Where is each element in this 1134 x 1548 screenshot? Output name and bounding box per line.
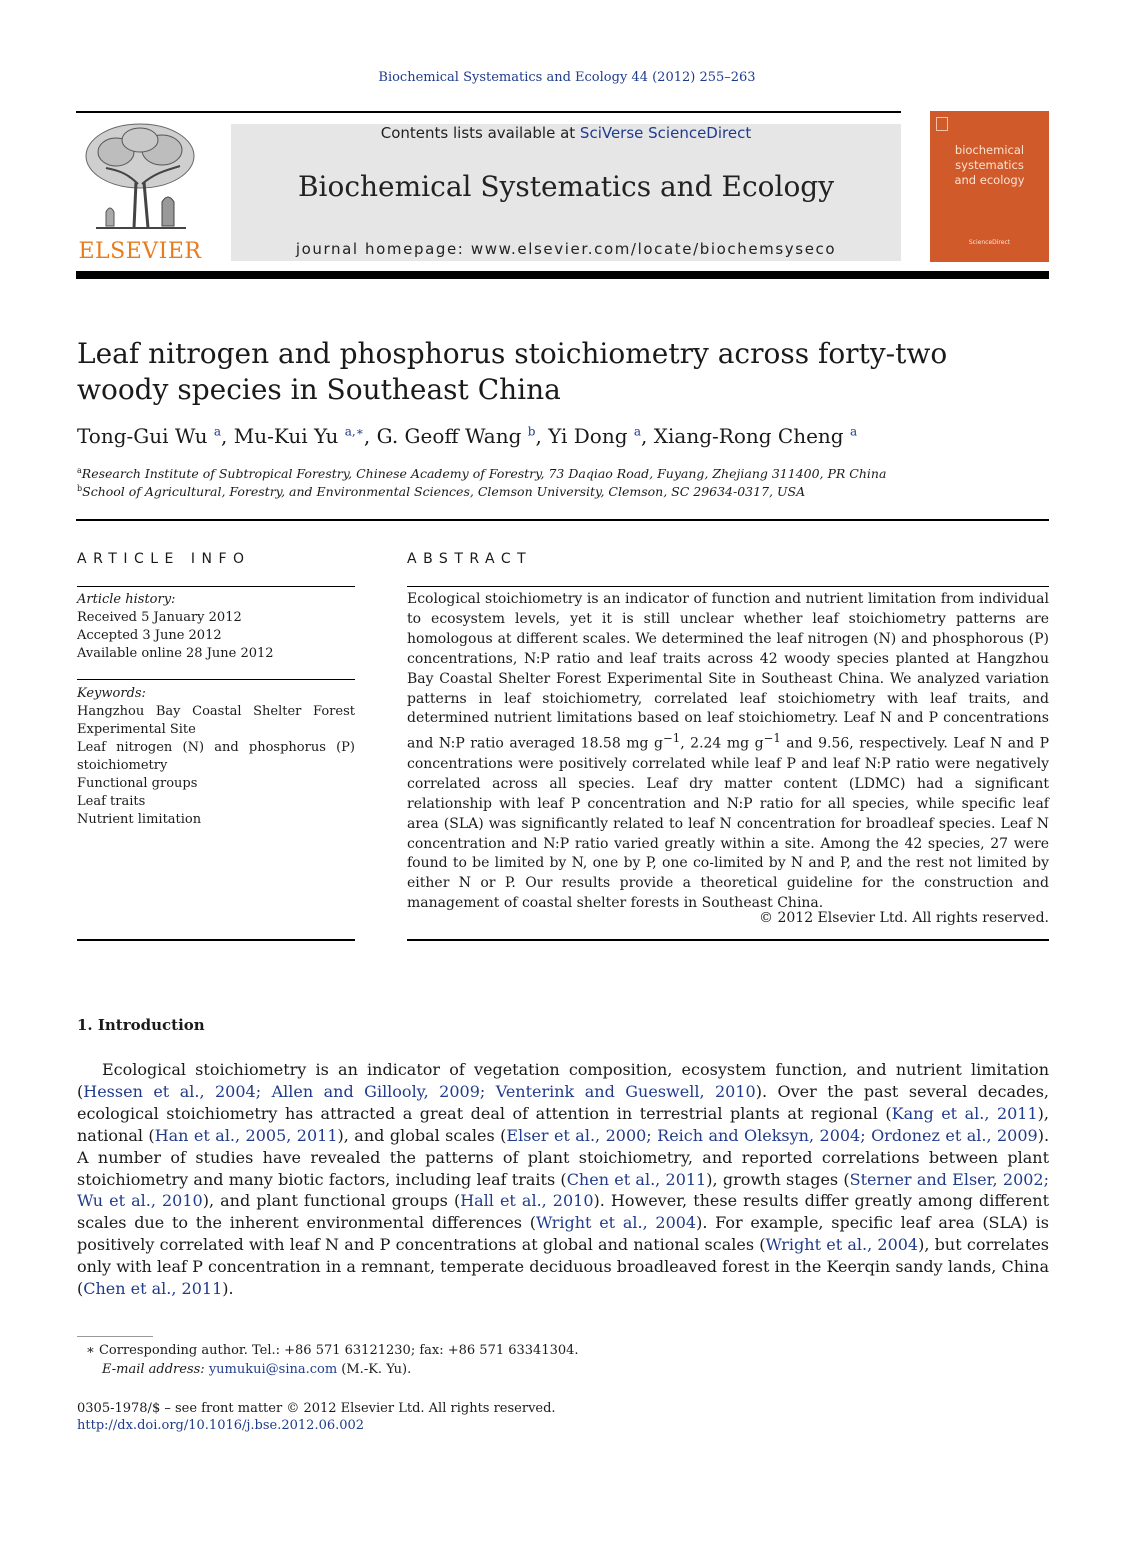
author-affiliation-mark[interactable]: a xyxy=(633,424,642,439)
affiliation-text: School of Agricultural, Forestry, and Environmental Sciences, Clemson University, Clemson, SC 29634-0317, USA xyxy=(82,484,806,500)
citation-link[interactable]: Hall et al., 2010 xyxy=(460,1191,594,1211)
article-info-heading: ARTICLE INFO xyxy=(77,551,251,567)
email-suffix: (M.-K. Yu). xyxy=(337,1362,412,1377)
keywords-rule xyxy=(77,679,355,680)
front-matter: 0305-1978/$ – see front matter © 2012 Elsevier Ltd. All rights reserved. xyxy=(77,1401,556,1416)
abstract-text xyxy=(407,590,1049,914)
email-note xyxy=(102,1362,411,1377)
corresponding-text: Corresponding author. Tel.: +86 571 63121230; fax: +86 571 63341304. xyxy=(98,1343,579,1358)
article-history xyxy=(77,591,355,663)
history-label: Article history: xyxy=(77,592,176,607)
email-label: E-mail address: xyxy=(102,1362,205,1377)
keyword-item: Leaf nitrogen (N) and phosphorus (P) stoichiometry xyxy=(77,740,355,773)
journal-homepage[interactable]: journal homepage: www.elsevier.com/locate/biochemsyseco xyxy=(295,240,837,258)
article-info-bottom-rule xyxy=(77,939,355,941)
history-accepted: Accepted 3 June 2012 xyxy=(77,628,222,643)
keyword-item: Hangzhou Bay Coastal Shelter Forest Experimental Site xyxy=(77,704,355,737)
journal-cover[interactable] xyxy=(930,111,1049,262)
citation-link[interactable]: Chen et al., 2011 xyxy=(83,1279,223,1299)
introduction-text: ), and global scales ( xyxy=(337,1125,507,1145)
affiliation-mark: b xyxy=(77,484,83,493)
author-list xyxy=(77,424,857,448)
cover-line: systematics xyxy=(955,158,1024,172)
journal-banner xyxy=(231,124,901,261)
affiliation-text: Research Institute of Subtropical Forestry, Chinese Academy of Forestry, 73 Daqiao Road, Fuyang, Zhejiang 311400, PR China xyxy=(81,466,887,482)
author-affiliation-mark[interactable]: a xyxy=(213,424,222,439)
introduction-text: ). xyxy=(222,1279,234,1299)
introduction-text: ), and plant functional groups ( xyxy=(202,1191,461,1211)
tree-logo-icon xyxy=(76,122,204,234)
author-name: Xiang-Rong Cheng xyxy=(653,424,844,448)
footnote-rule xyxy=(77,1336,153,1337)
cover-footer: ScienceDirect xyxy=(968,239,1011,246)
abstract-heading: ABSTRACT xyxy=(407,551,533,567)
introduction-text: ). A number of studies have revealed the patterns of plant stoichiometry, and reported correlations between plant stoichiometry and many biotic factors, including leaf traits ( xyxy=(77,1125,1050,1189)
abstract-part: Ecological stoichiometry is an indicator of function and nutrient limitation from individual to ecosystem levels, yet it is still unclear whether leaf stoichiometry patterns are homologous at different scales. We determined the leaf nitrogen (N) and phosphorous (P) concentrations, N:P ratio and leaf traits across 42 woody species planted at Hangzhou Bay Coastal Shelter Forest Experimental Site in Southeast China. We analyzed variation patterns in leaf stoichiometry, correlated leaf stoichiometry with leaf traits, and determined nutrient limitations based on leaf stoichiometry. Leaf N and P concentrations and N:P ratio averaged 18.58 mg g xyxy=(407,591,1049,752)
author-separator: , xyxy=(535,424,549,448)
abstract-exponent: −1 xyxy=(763,731,781,746)
author-name: G. Geoff Wang xyxy=(376,424,522,448)
sciencedirect-link[interactable]: SciVerse ScienceDirect xyxy=(579,124,752,142)
keywords-block xyxy=(77,685,355,829)
article-info-rule xyxy=(77,586,355,587)
author-name: Mu-Kui Yu xyxy=(233,424,339,448)
elsevier-wordmark: ELSEVIER xyxy=(78,239,202,264)
abstract-rule xyxy=(407,586,1049,587)
introduction-text: ). For example, specific leaf area (SLA) is positively correlated with leaf N and P concentrations at global and national scales ( xyxy=(77,1213,1050,1255)
history-received: Received 5 January 2012 xyxy=(77,610,242,625)
author-separator: , xyxy=(363,424,377,448)
keyword-item: Functional groups xyxy=(77,776,198,791)
citation-link[interactable]: Hessen et al., 2004; Allen and Gillooly, 2009; Venterink and Gueswell, 2010 xyxy=(83,1081,756,1101)
cover-logo-icon xyxy=(936,117,948,131)
keywords-label: Keywords: xyxy=(77,686,146,701)
introduction-text: ), growth stages ( xyxy=(706,1169,850,1189)
abstract-part: and 9.56, respectively. Leaf N and P concentrations were positively correlated while leaf P and leaf N:P ratio were negatively correlated across all species. Leaf dry matter content (LDMC) had a significant relationship with leaf P concentration and N:P ratio for all species, while specific leaf area (SLA) was significantly related to leaf N concentration for broadleaf species. Leaf N concentration and N:P ratio varied greatly within a site. Among the 42 species, 27 were found to be limited by N, one by P, one co-limited by N and P, and the rest not limited by either N or P. Our results provide a theoretical guideline for the construction and management of coastal shelter forests in Southeast China. xyxy=(407,736,1050,912)
citation-link[interactable]: Kang et al., 2011 xyxy=(891,1103,1038,1123)
introduction-text: ). However, these results differ greatly among different scales due to the inherent environmental differences ( xyxy=(77,1191,1050,1233)
abstract-copyright: © 2012 Elsevier Ltd. All rights reserved. xyxy=(759,910,1049,926)
author-affiliation-mark[interactable]: b xyxy=(527,424,536,439)
affiliation-a xyxy=(77,466,886,481)
author-separator: , xyxy=(221,424,234,448)
footnote-mark: ∗ xyxy=(86,1343,95,1358)
citation-link[interactable]: Chen et al., 2011 xyxy=(566,1169,707,1189)
contents-line xyxy=(231,124,901,142)
abstract-exponent: −1 xyxy=(663,731,681,746)
contents-prefix: Contents lists available at xyxy=(380,124,580,142)
citation-link[interactable]: Wright et al., 2004 xyxy=(536,1213,697,1233)
elsevier-logo[interactable] xyxy=(76,122,204,264)
journal-title: Biochemical Systematics and Ecology xyxy=(297,170,835,203)
cover-line: and ecology xyxy=(954,173,1025,187)
introduction-text: Ecological stoichiometry is an indicator of vegetation composition, ecosystem function, and nutrient limitation ( xyxy=(77,1060,1049,1101)
corresponding-author-note xyxy=(86,1343,579,1358)
author-affiliation-mark[interactable]: a xyxy=(849,424,858,439)
affiliation-mark: a xyxy=(77,466,82,475)
citation-link[interactable]: Wright et al., 2004 xyxy=(765,1235,919,1255)
email-link[interactable]: yumukui@sina.com xyxy=(208,1362,338,1377)
keyword-item: Leaf traits xyxy=(77,794,146,809)
citation-link[interactable]: Han et al., 2005, 2011 xyxy=(154,1125,338,1145)
cover-title xyxy=(930,143,1049,188)
history-online: Available online 28 June 2012 xyxy=(77,646,274,661)
header-rule xyxy=(76,111,901,113)
abstract-part: , 2.24 mg g xyxy=(680,736,764,752)
citation-link[interactable]: Sterner and Elser, 2002; Wu et al., 2010 xyxy=(77,1169,1049,1211)
introduction-text: ), but correlates only with leaf P concentration in a remnant, temperate deciduous broadleaved forest in the Keerqin sandy lands, China ( xyxy=(77,1235,1049,1299)
cover-line: biochemical xyxy=(954,143,1025,157)
article-title: Leaf nitrogen and phosphorus stoichiometry across forty-two woody species in Southeast China xyxy=(77,337,948,406)
introduction-paragraph xyxy=(77,1059,1049,1300)
header-thick-rule xyxy=(76,271,1049,279)
introduction-text: ), national ( xyxy=(77,1103,1049,1145)
author-separator: , xyxy=(641,424,654,448)
author-name: Tong-Gui Wu xyxy=(77,424,208,448)
affiliation-b xyxy=(77,484,805,499)
introduction-heading: 1. Introduction xyxy=(77,1016,205,1034)
introduction-text: ). Over the past several decades, ecological stoichiometry has attracted a great deal of attention in terrestrial plants at regional ( xyxy=(77,1081,1049,1123)
abstract-bottom-rule xyxy=(407,939,1049,941)
citation-link[interactable]: Elser et al., 2000; Reich and Oleksyn, 2004; Ordonez et al., 2009 xyxy=(506,1125,1038,1145)
keyword-item: Nutrient limitation xyxy=(77,812,202,827)
doi-link[interactable]: http://dx.doi.org/10.1016/j.bse.2012.06.002 xyxy=(77,1418,365,1433)
author-name: Yi Dong xyxy=(548,424,628,448)
journal-citation[interactable]: Biochemical Systematics and Ecology 44 (2012) 255–263 xyxy=(378,70,756,85)
section-rule xyxy=(76,519,1049,521)
author-affiliation-mark[interactable]: a,∗ xyxy=(344,424,364,439)
